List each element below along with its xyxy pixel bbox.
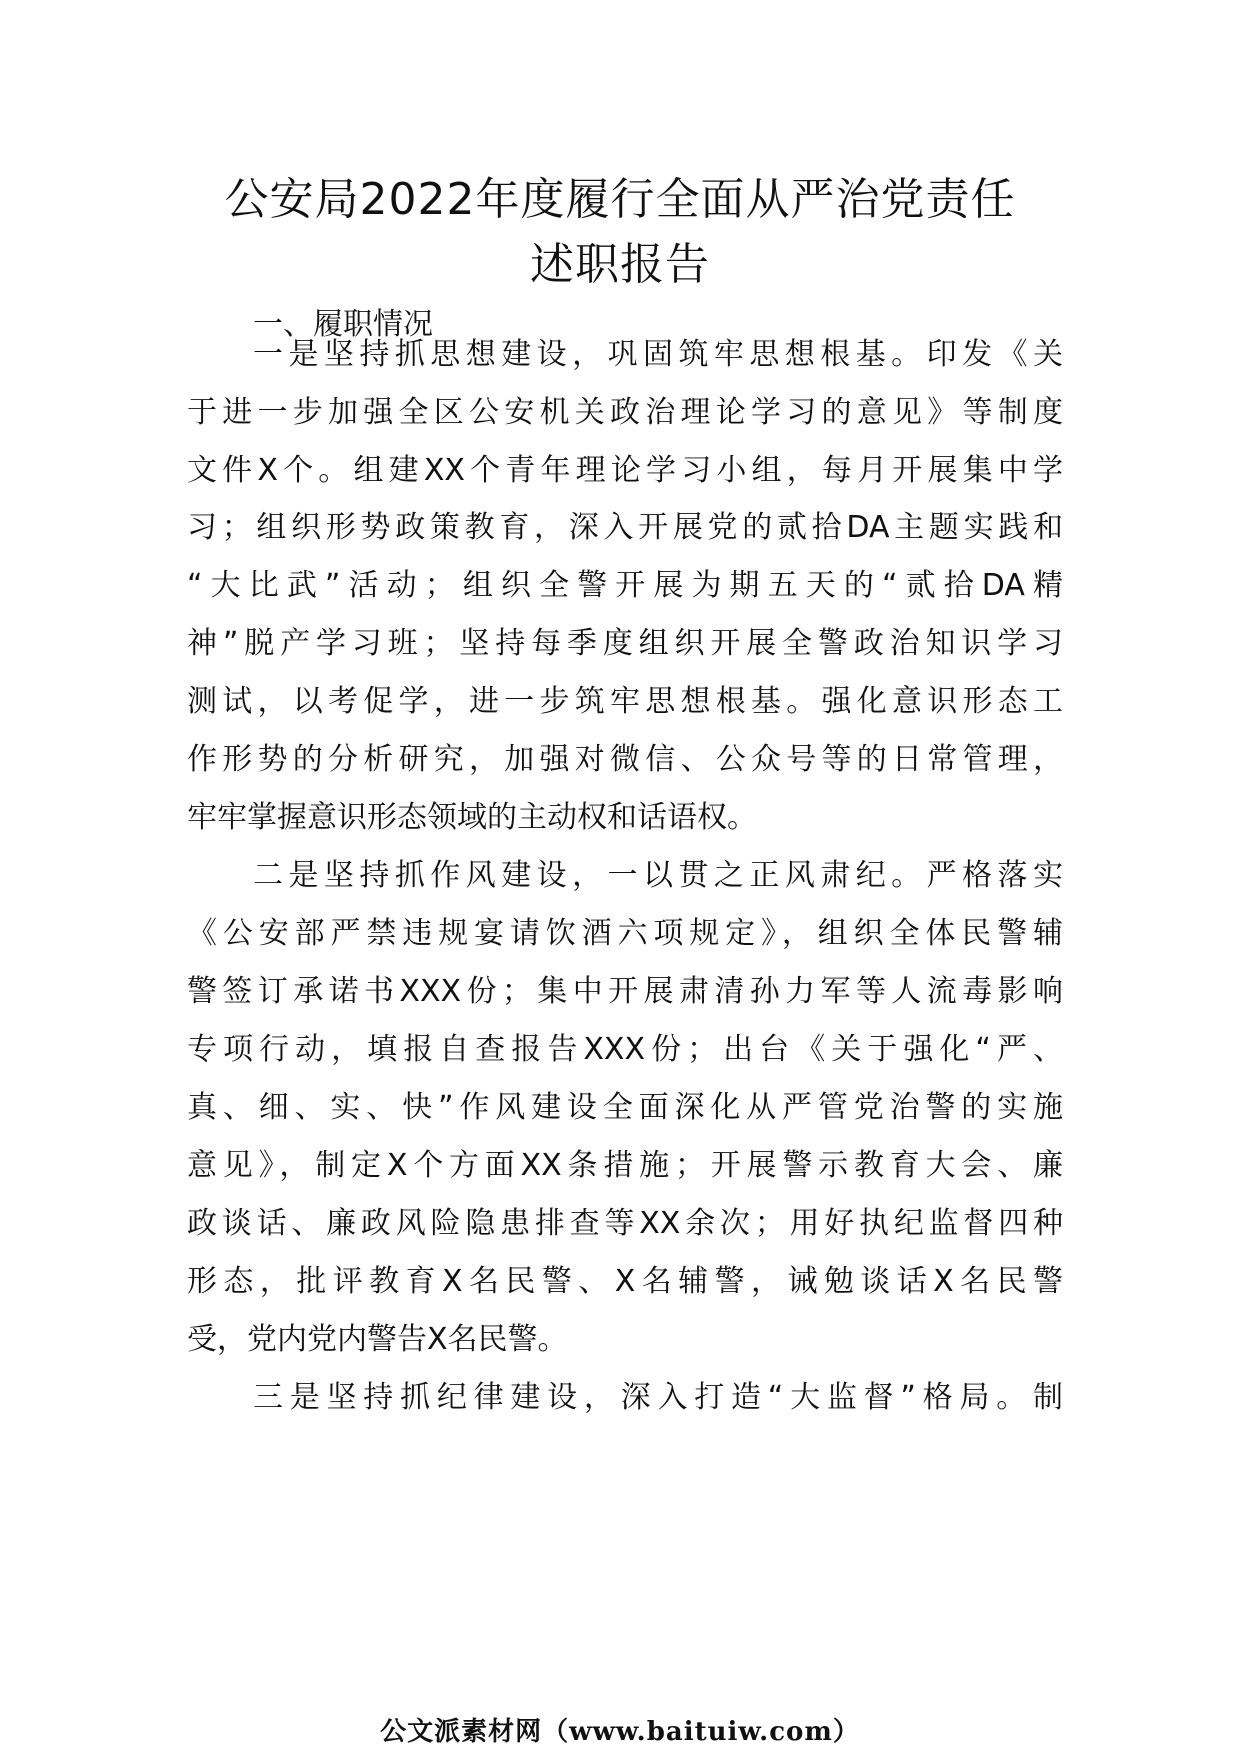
- paragraph-2-line: 政谈话、廉政风险隐患排查等XX余次；用好执纪监督四种: [187, 1206, 1063, 1241]
- paragraph-2-line: 形态，批评教育X名民警、X名辅警，诫勉谈话X名民警: [187, 1264, 1063, 1299]
- watermark-footer: 公文派素材网（www.baituiw.com）: [380, 1717, 860, 1747]
- paragraph-1-line: 文件X个。组建XX个青年理论学习小组，每月开展集中学: [187, 453, 1063, 488]
- document-title-line-1: 公安局2022年度履行全面从严治党责任: [224, 174, 1016, 225]
- paragraph-1-line: 习；组织形势政策教育，深入开展党的贰拾DA主题实践和: [187, 510, 1063, 545]
- paragraph-1-line: 牢牢掌握意识形态领域的主动权和话语权。: [187, 800, 757, 835]
- paragraph-1-line: 神”脱产学习班；坚持每季度组织开展全警政治知识学习: [187, 626, 1063, 661]
- paragraph-2-line: 意见》，制定X个方面XX条措施；开展警示教育大会、廉: [187, 1148, 1063, 1183]
- paragraph-2-line: 《公安部严禁违规宴请饮酒六项规定》，组织全体民警辅: [187, 916, 1063, 951]
- paragraph-2-line: 受，党内党内警告X名民警。: [187, 1322, 568, 1357]
- paragraph-2-line: 警签订承诺书XXX份；集中开展肃清孙力军等人流毒影响: [187, 974, 1063, 1009]
- paragraph-1-line: 测试，以考促学，进一步筑牢思想根基。强化意识形态工: [187, 684, 1063, 719]
- paragraph-1-line: 于进一步加强全区公安机关政治理论学习的意见》等制度: [187, 395, 1063, 430]
- document-title-line-2: 述职报告: [530, 239, 710, 290]
- paragraph-1-line: 一是坚持抓思想建设，巩固筑牢思想根基。印发《关: [253, 337, 1063, 372]
- paragraph-2-line: 真、细、实、快”作风建设全面深化从严管党治警的实施: [187, 1090, 1063, 1125]
- paragraph-1-line: “大比武”活动；组织全警开展为期五天的“贰拾DA精: [187, 568, 1063, 603]
- paragraph-3-line: 三是坚持抓纪律建设，深入打造“大监督”格局。制: [253, 1380, 1063, 1415]
- paragraph-2-line: 二是坚持抓作风建设，一以贯之正风肃纪。严格落实: [253, 858, 1063, 893]
- paragraph-1-line: 作形势的分析研究，加强对微信、公众号等的日常管理，: [187, 742, 1063, 777]
- paragraph-2-line: 专项行动，填报自查报告XXX份；出台《关于强化“严、: [187, 1032, 1063, 1067]
- section-heading: 一、履职情况: [253, 307, 433, 342]
